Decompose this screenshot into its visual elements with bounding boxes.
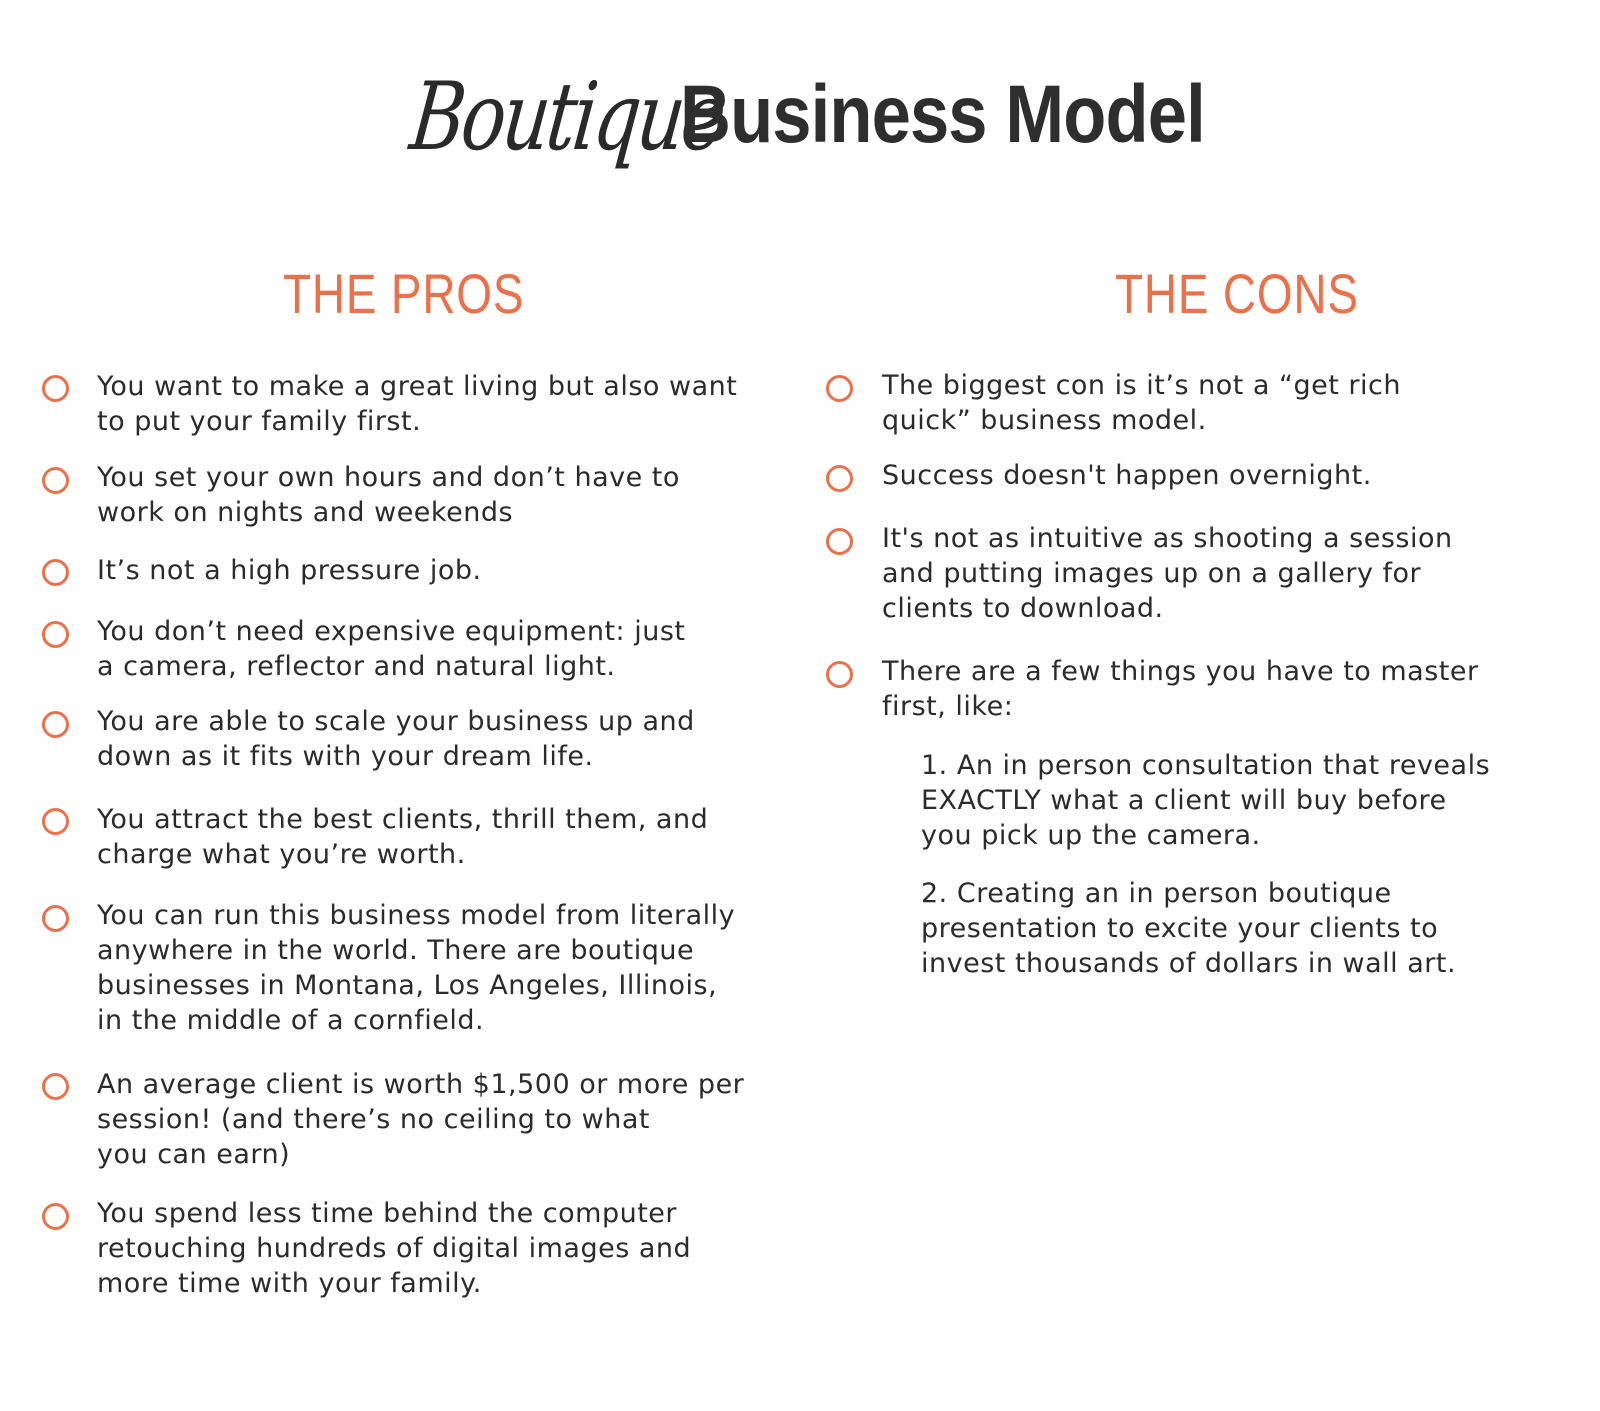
cons-item: Success doesn't happen overnight. [882, 460, 1372, 491]
pros-item: You want to make a great living but also want to put your family first. [97, 371, 738, 437]
pros-item: You set your own hours and don’t have to work on nights and weekends [97, 462, 680, 528]
cons-bullet-circle-icon [826, 528, 853, 555]
cons-sub-item: 2. Creating an in person boutique presentation to excite your clients to invest thousands of dollars in wall art. [921, 878, 1457, 979]
pros-heading: THE PROS [283, 262, 525, 325]
pros-bullet-circle-icon [42, 808, 69, 835]
title-bold-words: Business Model [680, 69, 1205, 160]
cons-item: It's not as intuitive as shooting a session and putting images up on a gallery for clients to download. [882, 523, 1453, 624]
pros-item: An average client is worth $1,500 or more per session! (and there’s no ceiling to what you can earn) [97, 1069, 745, 1170]
cons-bullet-circle-icon [826, 465, 853, 492]
pros-item: You are able to scale your business up and down as it fits with your dream life. [97, 706, 695, 772]
cons-sub-item: 1. An in person consultation that reveals EXACTLY what a client will buy before you pick up the camera. [921, 750, 1491, 851]
pros-bullet-circle-icon [42, 559, 69, 586]
cons-bullet-circle-icon [826, 661, 853, 688]
pros-bullet-circle-icon [42, 375, 69, 402]
pros-bullet-circle-icon [42, 1073, 69, 1100]
pros-item: It’s not a high pressure job. [97, 555, 482, 586]
cons-item: There are a few things you have to master first, like: [882, 656, 1479, 722]
pros-item: You attract the best clients, thrill them, and charge what you’re worth. [97, 804, 709, 870]
cons-bullet-circle-icon [826, 375, 853, 402]
pros-bullet-circle-icon [42, 621, 69, 648]
pros-bullet-circle-icon [42, 1203, 69, 1230]
pros-item: You can run this business model from literally anywhere in the world. There are boutique businesses in Montana, Los Angeles, Illinois, in the middle of a cornfield. [97, 900, 736, 1036]
cons-heading: THE CONS [1115, 262, 1359, 325]
pros-item: You don’t need expensive equipment: just a camera, reflector and natural light. [97, 616, 686, 682]
pros-bullet-circle-icon [42, 905, 69, 932]
page-title [0, 40, 1600, 240]
title-script-word: Boutique [405, 63, 729, 172]
pros-bullet-circle-icon [42, 467, 69, 494]
pros-item: You spend less time behind the computer retouching hundreds of digital images and more time with your family. [97, 1198, 692, 1299]
pros-bullet-circle-icon [42, 711, 69, 738]
cons-item: The biggest con is it’s not a “get rich quick” business model. [882, 370, 1401, 436]
